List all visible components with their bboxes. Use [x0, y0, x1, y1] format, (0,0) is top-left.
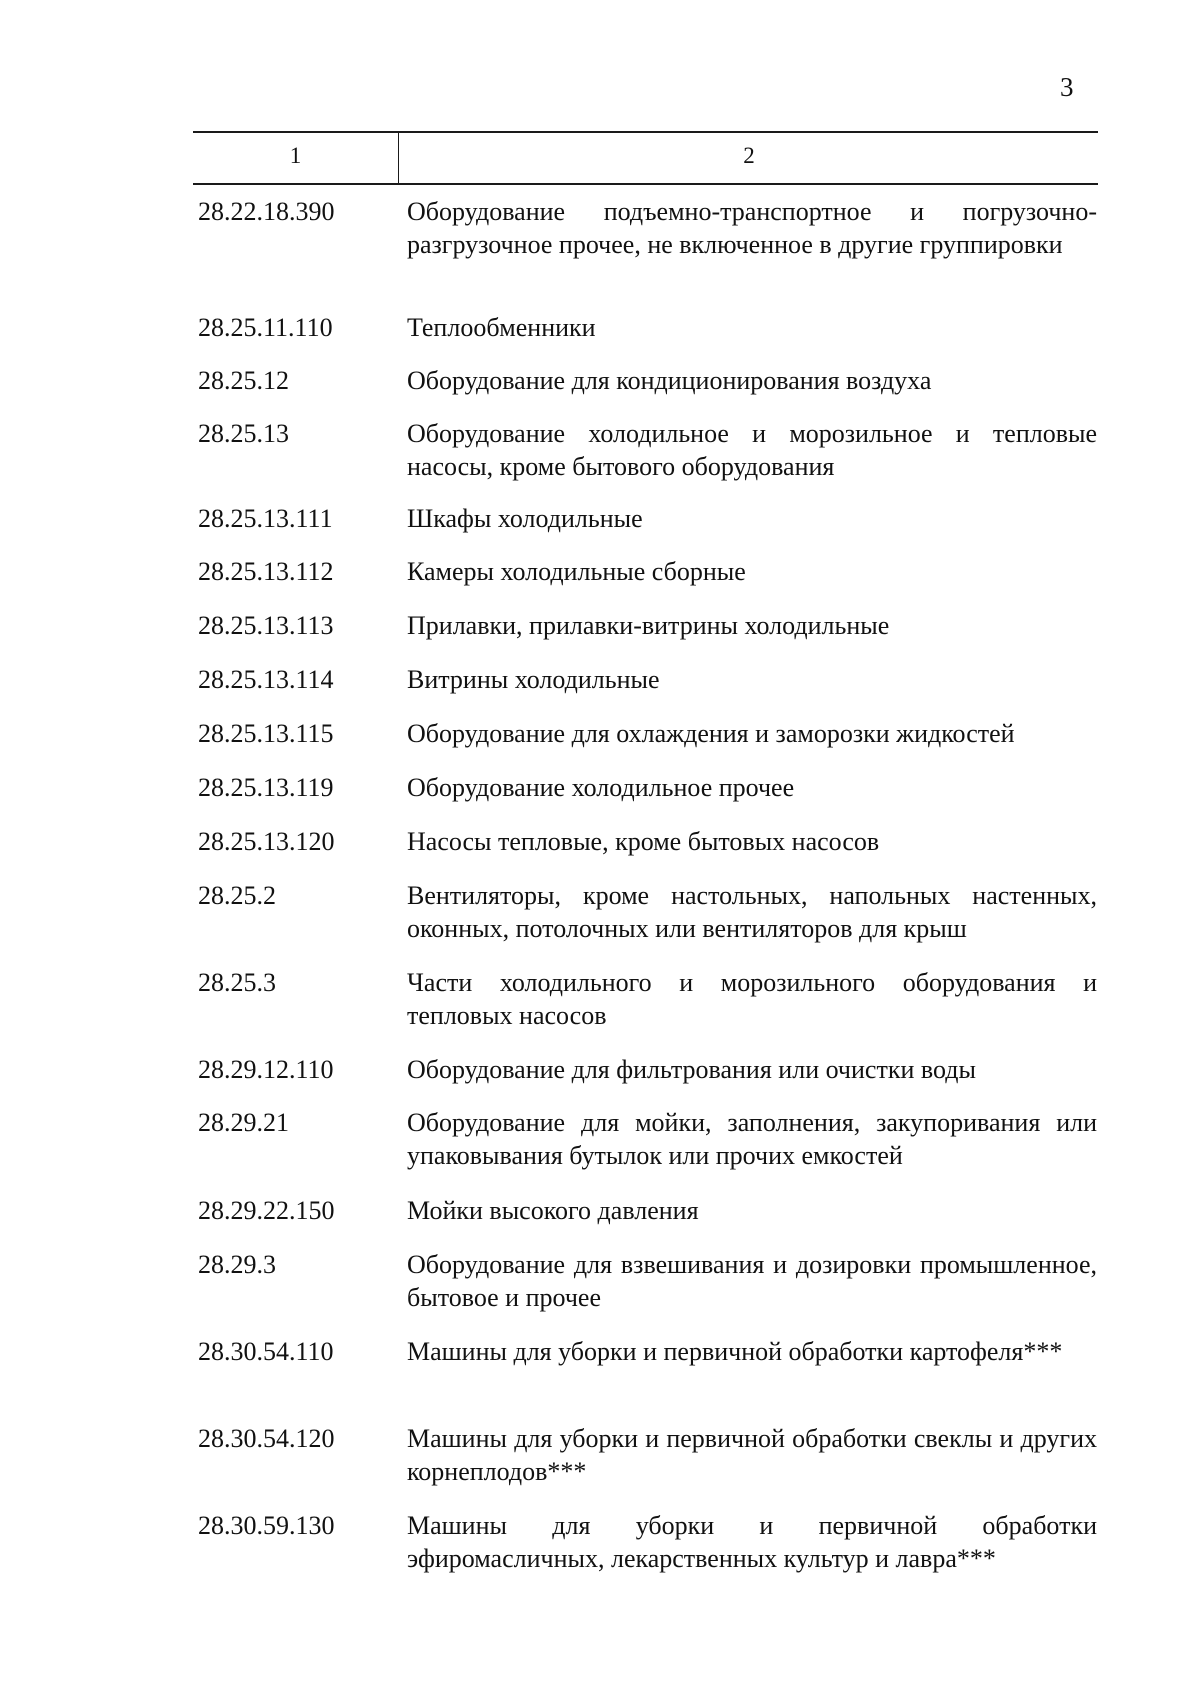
row-description: Насосы тепловые, кроме бытовых насосов: [407, 827, 880, 856]
row-code: 28.25.3: [198, 968, 276, 997]
row-description: Оборудование для мойки, заполнения, закупоривания или упаковывания бутылок или прочих емкостей: [407, 1108, 1097, 1170]
row-code: 28.29.22.150: [198, 1196, 335, 1225]
row-code: 28.29.21: [198, 1108, 289, 1137]
row-code: 28.29.3: [198, 1250, 276, 1279]
row-code: 28.25.13.119: [198, 773, 334, 802]
row-code: 28.25.13.120: [198, 827, 335, 856]
row-description: Витрины холодильные: [407, 665, 660, 694]
row-description: Машины для уборки и первичной обработки свеклы и других корнеплодов***: [407, 1424, 1097, 1486]
row-description: Вентиляторы, кроме настольных, напольных настенных, оконных, потолочных или вентиляторов для крыш: [407, 881, 1097, 943]
row-code: 28.25.13.111: [198, 504, 333, 533]
row-code: 28.30.59.130: [198, 1511, 335, 1540]
row-code: 28.25.2: [198, 881, 276, 910]
column-header-2: 2: [743, 143, 755, 168]
row-code: 28.25.13: [198, 419, 289, 448]
row-description: Шкафы холодильные: [407, 504, 643, 533]
row-code: 28.25.13.115: [198, 719, 334, 748]
row-description: Оборудование подъемно-транспортное и погрузочно-разгрузочное прочее, не включенное в другие группировки: [407, 197, 1097, 259]
row-description: Машины для уборки и первичной обработки эфиромасличных, лекарственных культур и лавра***: [407, 1511, 1097, 1573]
row-code: 28.30.54.120: [198, 1424, 335, 1453]
row-description: Машины для уборки и первичной обработки картофеля***: [407, 1337, 1063, 1366]
row-description: Оборудование для взвешивания и дозировки промышленное, бытовое и прочее: [407, 1250, 1097, 1312]
row-code: 28.29.12.110: [198, 1055, 334, 1084]
row-code: 28.25.13.114: [198, 665, 334, 694]
row-description: Теплообменники: [407, 313, 596, 342]
row-description: Оборудование для кондиционирования воздуха: [407, 366, 932, 395]
row-description: Оборудование холодильное и морозильное и тепловые насосы, кроме бытового оборудования: [407, 419, 1097, 481]
row-description: Оборудование холодильное прочее: [407, 773, 795, 802]
column-header-1: 1: [289, 143, 302, 168]
row-description: Оборудование для фильтрования или очистки воды: [407, 1055, 976, 1084]
row-code: 28.25.12: [198, 366, 289, 395]
row-description: Камеры холодильные сборные: [407, 557, 746, 586]
row-description: Мойки высокого давления: [407, 1196, 699, 1225]
row-description: Оборудование для охлаждения и заморозки жидкостей: [407, 719, 1015, 748]
page-number: 3: [1060, 72, 1074, 102]
row-code: 28.25.13.112: [198, 557, 334, 586]
row-code: 28.30.54.110: [198, 1337, 334, 1366]
row-code: 28.25.13.113: [198, 611, 334, 640]
row-code: 28.22.18.390: [198, 197, 335, 226]
row-description: Прилавки, прилавки-витрины холодильные: [407, 611, 890, 640]
row-code: 28.25.11.110: [198, 313, 333, 342]
row-description: Части холодильного и морозильного оборудования и тепловых насосов: [407, 968, 1097, 1030]
